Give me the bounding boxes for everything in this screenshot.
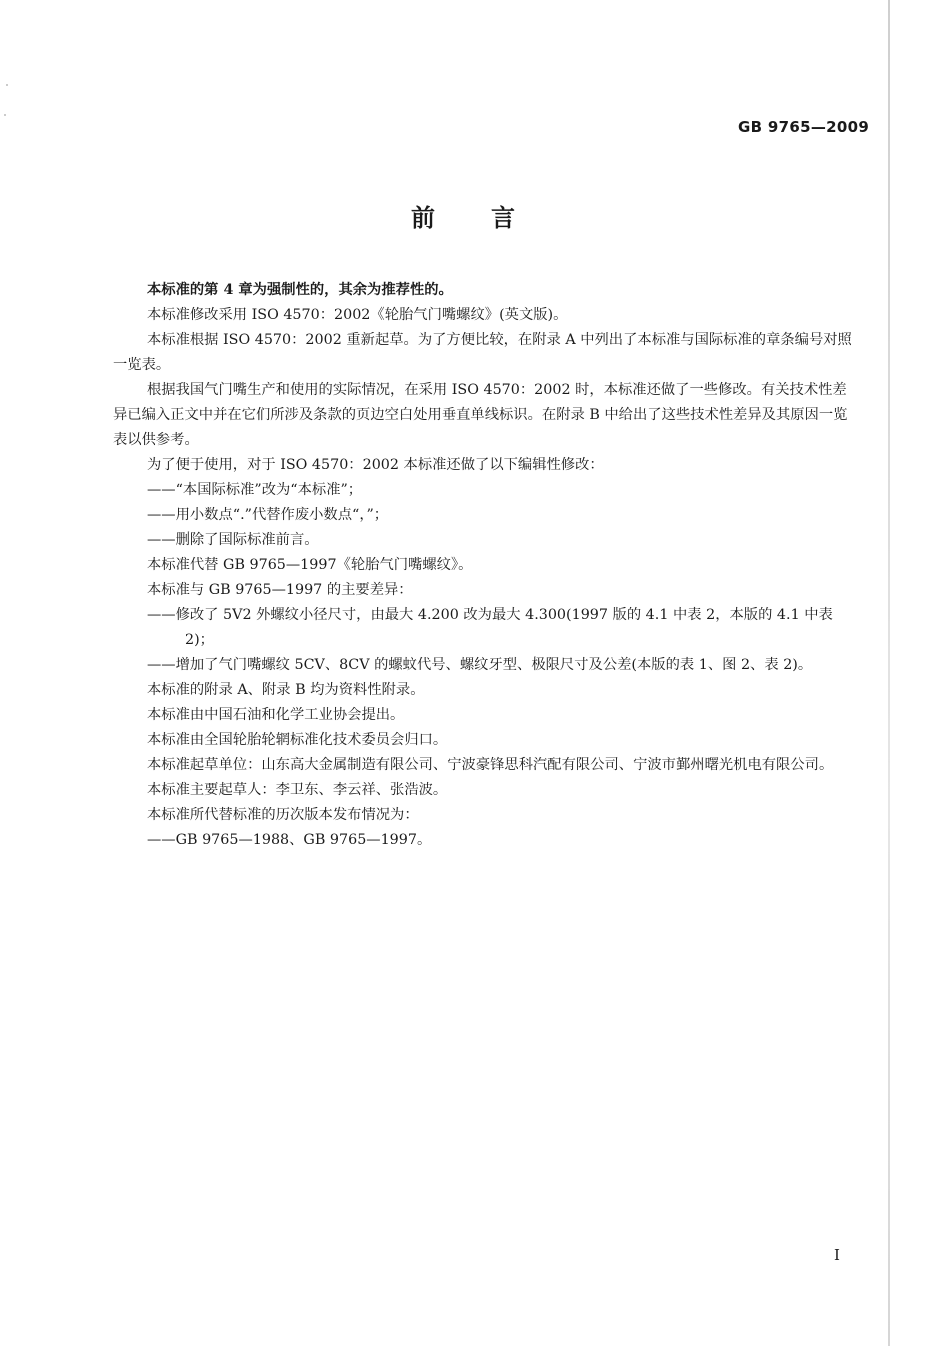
paragraph-annexes: 本标准的附录 A、附录 B 均为资料性附录。 <box>147 682 425 698</box>
paragraph-redrafting: 本标准根据 ISO 4570：2002 重新起草。为了方便比较，在附录 A 中列出了本标准与国际标准的章条编号对照一览表。 <box>113 332 852 373</box>
foreword-body <box>113 278 855 853</box>
list-item: ——删除了国际标准前言。 <box>147 532 319 548</box>
list-item: ——用小数点“.”代替作废小数点“，”； <box>147 507 389 523</box>
paragraph-managed-by: 本标准由全国轮胎轮辋标准化技术委员会归口。 <box>147 732 448 748</box>
page-title: 前言 <box>411 204 571 232</box>
paragraph-editorial-changes: 为了便于使用，对于 ISO 4570：2002 本标准还做了以下编辑性修改： <box>147 457 604 473</box>
list-item: ——增加了气门嘴螺纹 5CV、8CV 的螺蚊代号、螺纹牙型、极限尺寸及公差(本版的表 1、图 2、表 2)。 <box>147 657 813 673</box>
paragraph-technical-differences: 根据我国气门嘴生产和使用的实际情况，在采用 ISO 4570：2002 时，本标准还做了一些修改。有关技术性差异已编入正文中并在它们所涉及条款的页边空白处用垂直单线标识。在附录 B 中给出了这些技术性差异及其原因一览表以供参考。 <box>113 382 848 448</box>
paragraph-proposed-by: 本标准由中国石油和化学工业协会提出。 <box>147 707 405 723</box>
paragraph-replaces: 本标准代替 GB 9765—1997《轮胎气门嘴螺纹》。 <box>147 557 473 573</box>
scan-speck <box>4 114 6 116</box>
paragraph-drafters: 本标准主要起草人：李卫东、李云祥、张浩波。 <box>147 782 448 798</box>
paragraph-drafting-units: 本标准起草单位：山东高大金属制造有限公司、宁波豪锋思科汽配有限公司、宁波市鄞州曙光机电有限公司。 <box>147 757 834 773</box>
scan-speck <box>6 84 8 86</box>
paragraph-main-differences: 本标准与 GB 9765—1997 的主要差异： <box>147 582 413 598</box>
paragraph-previous-editions: 本标准所代替标准的历次版本发布情况为： <box>147 807 419 823</box>
paragraph-adoption: 本标准修改采用 ISO 4570：2002《轮胎气门嘴螺纹》(英文版)。 <box>147 307 568 323</box>
standard-code: GB 9765—2009 <box>738 118 870 136</box>
list-item: ——修改了 5V2 外螺纹小径尺寸，由最大 4.200 改为最大 4.300(1997 版的 4.1 中表 2，本版的 4.1 中表 2)； <box>147 607 833 648</box>
list-item: ——GB 9765—1988、GB 9765—1997。 <box>147 832 432 848</box>
paragraph-mandatory-note: 本标准的第 4 章为强制性的，其余为推荐性的。 <box>147 282 453 298</box>
list-item: ——“本国际标准”改为“本标准”； <box>147 482 363 498</box>
page-number: I <box>834 1246 840 1264</box>
